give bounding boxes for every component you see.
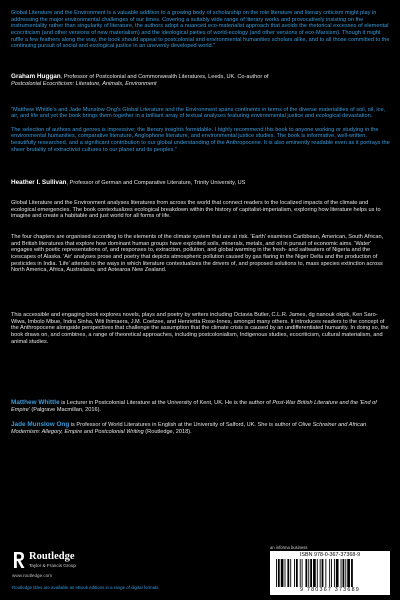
imprint-note: an informa business: [270, 545, 308, 550]
description-para-1: Global Literature and the Environment analyses literatures from across the world that connect readers to the localized impacts of the climate and ecological emergencies. The book contextualizes ecological breakdown within the history of capitalist-imperialism, exploring how literature helps us to imagine and create a habitable and just world for all forms of life.: [11, 200, 381, 220]
author-1-book: Post-War British Literature and the 'End of Empire': [11, 400, 377, 413]
blurb-1: [11, 10, 390, 50]
author-2-book: Olive Schreiner and African Modernism: Allegory, Empire and Postcolonial Writing: [11, 422, 367, 435]
author-2-name: Jade Munslow Ong: [11, 421, 70, 428]
author-1-bio: is Lecturer in Postcolonial Literature at the University of Kent, UK. He is the author of: [59, 400, 271, 406]
publisher-name: Routledge: [29, 551, 75, 562]
routledge-logo-icon: [12, 550, 26, 570]
publisher-website[interactable]: www.routledge.com: [12, 573, 53, 578]
description-para-3: This accessible and engaging book explores novels, plays and poetry by writers including Octavia Butler, C.L.R. James, dg nanouk okpik, Ken Saro-Wiwa, Imbolo Mbue, Indra Sinha, Witi Ihimaera, J.M. Coetzee, and Henrietta Rose-Innes, amongst many others. It introduces readers to the concept of the Anthropocene alongside perspectives that challenge the assumption that the climate crisis is caused by an undifferentiated humanity. In doing so, the book draws on, and combines, a range of theoretical approaches, including postcolonialism, Indigenous studies, ecocriticism, cultural materialism, and animal studies.: [11, 312, 389, 345]
barcode: [270, 551, 390, 595]
blurb-1-text: Global Literature and the Environment is a valuable addition to a growing body of scholarship on the role literature and literary criticism might play in addressing the major environmental challenges of our times. Covering a suitably wide range of literary works and provocatively insisting on the instrumentality rather than singularity of literature, the authors adopt a nuanced eco-materialist approach that avoids the rhetorical excesses of elemental ecocriticism (and other versions of new materialism) and the ideological pieties of world-ecology (and other versions of eco-Marxism). Though it might ruffle a few feathers along the way, the book should appeal to postcolonial and environmental humanities scholars alike, and to all those committed to the continuing pursuit of social and ecological justice in an unevenly developed world.": [11, 10, 390, 50]
barcode-digits: 9 780367 373689: [300, 587, 360, 593]
blurb-1-attribution: [11, 74, 390, 87]
author-bio-1: [11, 400, 390, 413]
isbn-text: ISBN 978-0-367-37368-9: [299, 552, 361, 558]
publisher-logo: [12, 550, 132, 572]
blurb-2-role: , Professor of German and Comparative Literature, Trinity University, US: [66, 180, 246, 186]
blurb-1-role: , Professor of Postcolonial and Commonwealth Literatures, Leeds, UK. Co-author of: [60, 74, 269, 80]
blurb-1-book: Postcolonial Ecocriticism: Literature, Animals, Environment: [11, 80, 157, 87]
ebook-footnote: Routledge titles are available as eBook editions in a range of digital formats: [12, 585, 159, 590]
blurb-2-name: Heather I. Sullivan: [11, 179, 67, 186]
author-1-tail: (Palgrave Macmillan, 2016).: [29, 406, 101, 413]
blurb-2: [11, 100, 390, 153]
author-2-bio: is Professor of World Literatures in English at the University of Salford, UK. She is author of: [69, 422, 297, 428]
author-1-name: Matthew Whittle: [11, 399, 60, 406]
author-bio-2: [11, 422, 390, 435]
blurb-2-text: "Matthew Whittle's and Jade Munslow Ong's Global Literature and the Environment spans continents in terms of the diverse materialities of soil, oil, ice, air, and life and yet the book brings them together in a brilliant array of textual analyses featuring environmental justice and ecological devastation. The selection of authors and genres is impressive; the literary insights formidable. I highly recommend this book to anyone working or studying in the environmental humanities, comparative literature, Anglophone literature, and environmental justice studies. The book is informative, well-written, beautifully researched, and a significant contribution to our global understanding of the Anthropocene. It is also eminently readable even as it portrays the sheer brutality of extractivist cultures to our planet and its peoples.": [11, 106, 390, 153]
author-2-tail: (Routledge, 2018).: [143, 428, 192, 435]
description-para-2: The four chapters are organised according to the elements of the climate system that are at risk. 'Earth' examines Caribbean, American, South African, and British literatures that explore how dominant human groups have exploited soils, minerals, metals, and oil in pursuit of economic aims. 'Water' engages with poetic representations of, and responses to, extraction, pollution, and global warming in the fresh- and saltwaters of Nigeria and the icescapes of Alaska. 'Air' analyses prose and poetry that depicts atmospheric pollution caused by gas flaring in the Niger Delta and the production of pesticides in India. 'Life' attends to the ways in which literature contextualizes the drivers of, and proposed solutions to, mass species extinction across North America, Africa, Australasia, and Aotearoa New Zealand.: [11, 234, 384, 274]
publisher-group: Taylor & Francis Group: [29, 562, 76, 568]
blurb-1-name: Graham Huggan: [11, 73, 61, 80]
blurb-2-attribution: [11, 180, 390, 187]
barcode-bars: [274, 559, 386, 587]
